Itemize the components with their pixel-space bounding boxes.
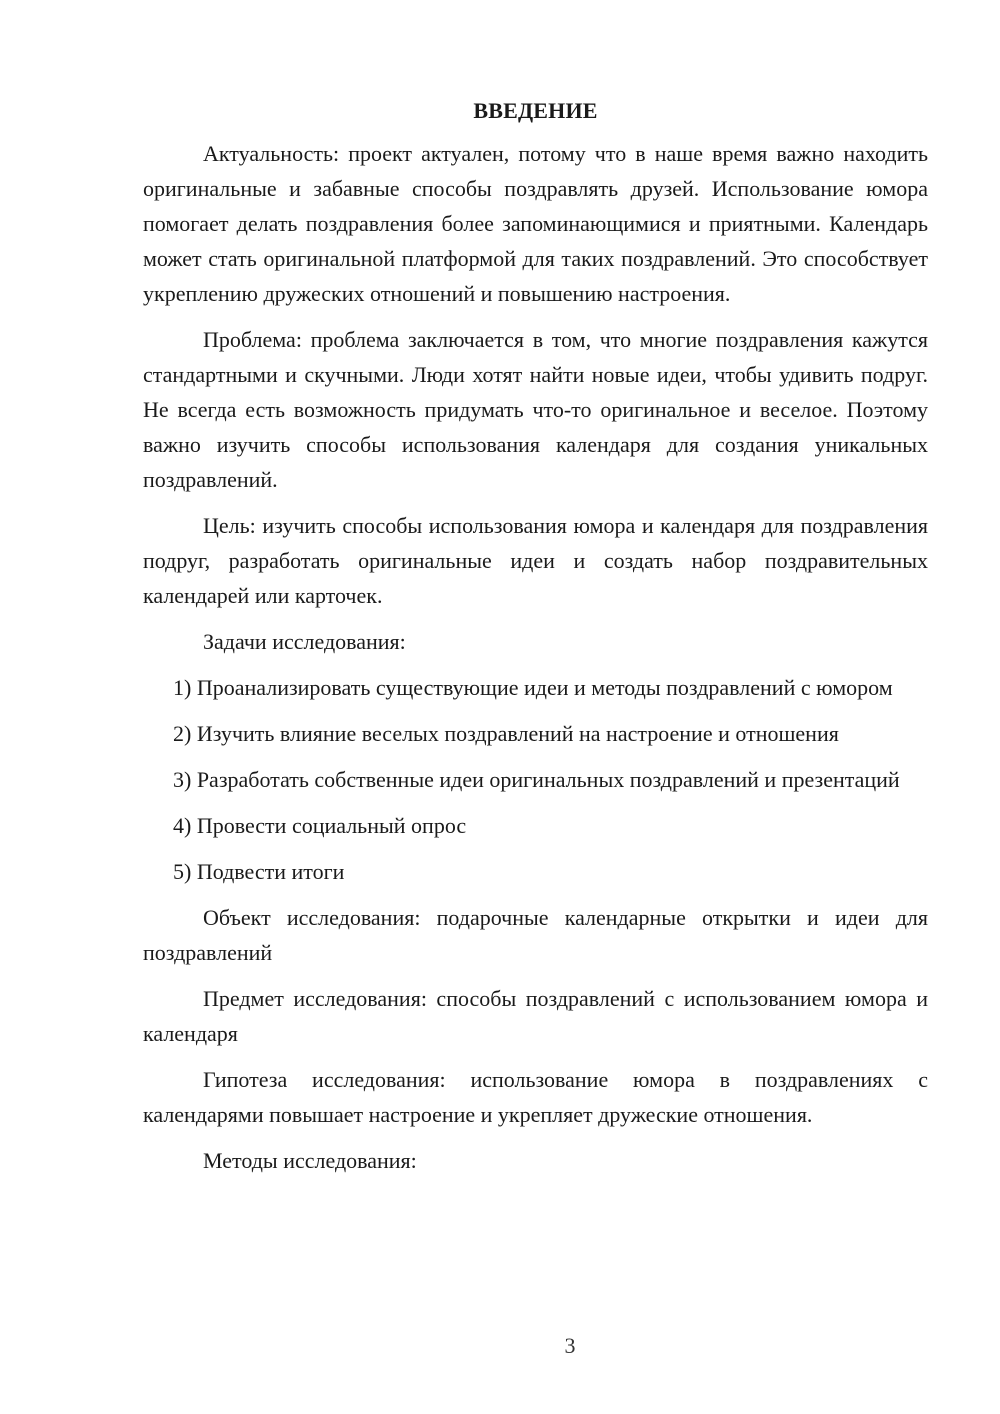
paragraph-hypothesis: Гипотеза исследования: использование юмора в поздравлениях с календарями повышает настроение и укрепляет дружеские отношения.	[143, 1067, 928, 1127]
list-item: 1) Проанализировать существующие идеи и методы поздравлений с юмором	[173, 675, 893, 700]
paragraph-subject: Предмет исследования: способы поздравлений с использованием юмора и календаря	[143, 986, 928, 1046]
page-title: ВВЕДЕНИЕ	[473, 98, 598, 123]
list-item: 4) Провести социальный опрос	[173, 813, 467, 838]
list-item: 5) Подвести итоги	[173, 859, 345, 884]
page-number: 3	[564, 1333, 576, 1358]
paragraph-relevance: Актуальность: проект актуален, потому что в наше время важно находить оригинальные и забавные способы поздравлять друзей. Использование юмора помогает делать поздравления более запоминающимися и приятными. Календарь может стать оригинальной платформой для таких поздравлений. Это способствует укреплению дружеских отношений и повышению настроения.	[143, 141, 928, 306]
paragraph-methods-title: Методы исследования:	[203, 1148, 417, 1173]
paragraph-problem: Проблема: проблема заключается в том, что многие поздравления кажутся стандартными и скучными. Люди хотят найти новые идеи, чтобы удивить подруг. Не всегда есть возможность придумать что-то оригинальное и веселое. Поэтому важно изучить способы использования календаря для создания уникальных поздравлений.	[143, 327, 928, 492]
list-item: 2) Изучить влияние веселых поздравлений на настроение и отношения	[173, 721, 839, 746]
list-item: 3) Разработать собственные идеи оригинальных поздравлений и презентаций	[173, 767, 900, 792]
paragraph-tasks-title: Задачи исследования:	[203, 629, 406, 654]
paragraph-object: Объект исследования: подарочные календарные открытки и идеи для поздравлений	[143, 905, 928, 965]
paragraph-goal: Цель: изучить способы использования юмора и календаря для поздравления подруг, разработать оригинальные идеи и создать набор поздравительных календарей или карточек.	[143, 513, 928, 608]
document-page	[143, 96, 928, 1178]
